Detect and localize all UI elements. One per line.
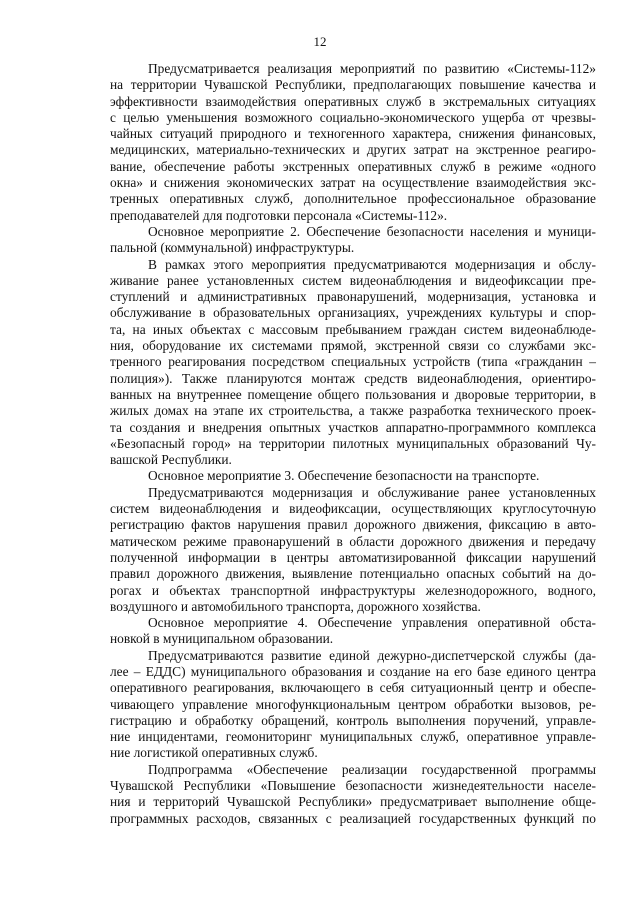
text-line: ния и территорий Чувашской Республики» предусматривает выполнение обще- (110, 794, 596, 810)
text-line: живание ранее установленных систем видеонаблюдения и видеофиксации пре- (110, 272, 596, 288)
text-line: окна» и снижения экономических затрат на осуществление взаимодействия экс- (110, 175, 596, 191)
text-line: на территории Чувашской Республики, предполагающих повышение качества и (110, 77, 596, 93)
text-line: Предусматриваются модернизация и обслуживание ранее установленных (148, 484, 596, 500)
text-line: чайных ситуаций природного и техногенного характера, снижения финансовых, (110, 126, 596, 142)
text-line: программных расходов, связанных с реализацией государственных функций по (110, 810, 596, 826)
text-line: жилых домах на этапе их строительства, а также разработка технического проек- (110, 403, 596, 419)
text-line: тренных оперативных служб, дополнительное профессиональное образование (110, 191, 596, 207)
text-line: оперативного реагирования, включающего в себя ситуационный центр и обеспе- (110, 680, 596, 696)
text-line: пальной (коммунальной) инфраструктуры. (110, 240, 355, 256)
text-line: обслуживание в образовательных организациях, учреждениях культуры и спор- (110, 305, 596, 321)
text-line: та, на иных объектах с массовым пребыванием граждан систем видеонаблюде- (110, 321, 596, 337)
text-line: Основное мероприятие 2. Обеспечение безопасности населения и муници- (148, 223, 596, 239)
paragraph (110, 257, 596, 469)
text-line: воздушного и автомобильного транспорта, дорожного хозяйства. (110, 598, 481, 614)
text-line: новкой в муниципальном образовании. (110, 631, 334, 647)
text-line: с целью уменьшения возможного социально-экономического ущерба от чрезвы- (110, 109, 596, 125)
page-number: 12 (313, 34, 327, 49)
text-line: чивающего управление многофункциональным центром обработки вызовов, ре- (110, 696, 596, 712)
text-line: ние логистикой оперативных служб. (110, 745, 318, 761)
text-line: Основное мероприятие 3. Обеспечение безопасности на транспорте. (148, 468, 540, 484)
paragraph (110, 615, 596, 648)
text-line: ния, оборудование их системами прямой, экстренной связи со службами экс- (110, 338, 596, 354)
document-body (110, 61, 596, 827)
text-line: ступлений и административных правонарушений, модернизация, установка и (110, 289, 596, 305)
paragraph (110, 224, 596, 257)
text-line: правил дорожного движения, выявление потенциально опасных событий на до- (110, 566, 596, 582)
text-line: вание, обеспечение работы экстренных оперативных служб в режиме «одного (110, 158, 596, 174)
text-line: тренного реагирования посредством специальных устройств (типа «гражданин – (110, 354, 596, 370)
text-line: вашской Республики. (110, 452, 232, 468)
text-line: Предусматриваются развитие единой дежурно-диспетчерской службы (да- (148, 647, 596, 663)
text-line: Подпрограмма «Обеспечение реализации государственной программы (148, 761, 596, 777)
text-line: лее – ЕДДС) муниципального образования и создание на его базе единого центра (110, 663, 596, 679)
text-line: Основное мероприятие 4. Обеспечение управления оперативной обста- (148, 615, 596, 631)
text-line: ванных на внутреннее помещение общего пользования и дворовые территории, в (110, 386, 596, 402)
text-line: «Безопасный город» на территории пилотных муниципальных образований Чу- (110, 435, 596, 451)
text-line: преподавателей для подготовки персонала «Системы-112». (110, 207, 448, 223)
text-line: гистрацию и обработку обращений, контроль выполнения поручений, управле- (110, 712, 596, 728)
text-line: регистрацию фактов нарушения правил дорожного движения, фиксацию в авто- (110, 517, 596, 533)
text-line: полученной информации в центры автоматизированной фиксации нарушений (110, 549, 596, 565)
text-line: Чувашской Республики «Повышение безопасности жизнедеятельности населе- (110, 778, 596, 794)
paragraph (110, 61, 596, 224)
text-line: та создания и внедрения опытных участков аппаратно-программного комплекса (110, 419, 596, 435)
text-line: Предусматривается реализация мероприятий по развитию «Системы-112» (148, 61, 596, 76)
paragraph (110, 485, 596, 615)
paragraph (110, 648, 596, 762)
text-line: медицинских, материально-технических и других затрат на экстренное реагиро- (110, 142, 596, 158)
text-line: систем видеонаблюдения и видеофиксации, осуществляющих круглосуточную (110, 501, 596, 517)
text-line: В рамках этого мероприятия предусматриваются модернизация и обслу- (148, 256, 596, 272)
text-line: матическом режиме правонарушений в области дорожного движения и передачу (110, 533, 596, 549)
text-line: эффективности взаимодействия оперативных служб в экстремальных ситуациях (110, 93, 596, 109)
paragraph (110, 762, 596, 827)
text-line: ние инцидентами, геомониторинг муниципальных служб, оперативное управле- (110, 729, 596, 745)
text-line: полиция»). Также планируются монтаж средств видеонаблюдения, ориентиро- (110, 370, 596, 386)
paragraph (110, 468, 596, 484)
text-line: рогах и объектах транспортной инфраструктуры железнодорожного, водного, (110, 582, 596, 598)
